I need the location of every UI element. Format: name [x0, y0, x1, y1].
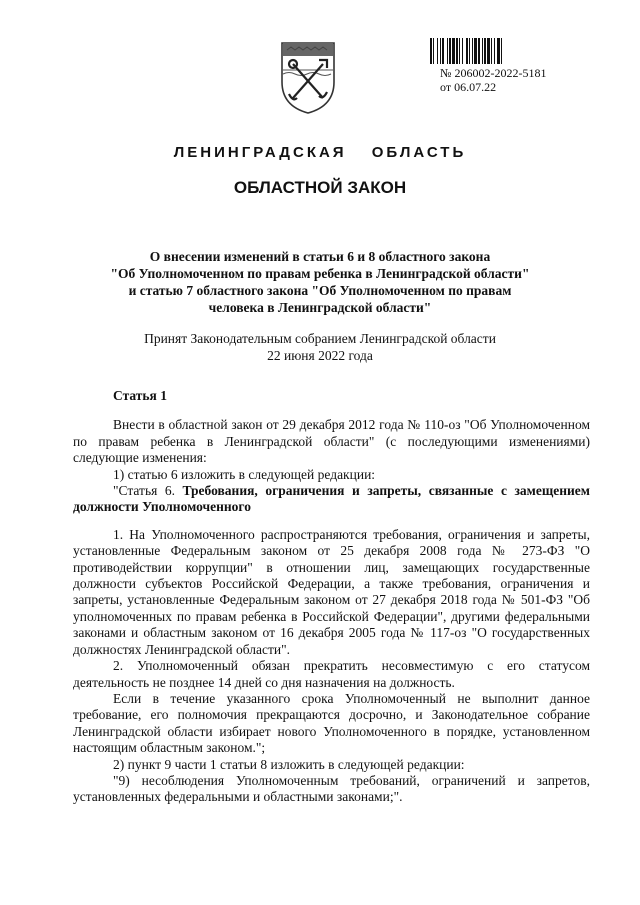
title-line: человека в Ленинградской области" — [208, 300, 432, 315]
title-line: О внесении изменений в статьи 6 и 8 областного закона — [149, 249, 491, 264]
paragraph: 1. На Уполномоченного распространяются требования, ограничения и запреты, установленные Федеральным законом от 25 декабря 2008 года № 273-ФЗ "О противодействии коррупции" в отношении лиц, замещающих государственные должности субъектов Российской Федерации, а также требования, ограничения и запреты, установленные Федеральным законом от 27 декабря 2018 года № 501-ФЗ "Об уполномоченных по правам ребенка в Российской Федерации", другими федеральными законами и областным законом от 16 декабря 2005 года № 117-оз "О государственных должностях Ленинградской области". — [73, 526, 590, 657]
adoption-date: 22 июня 2022 года — [267, 348, 373, 363]
adoption-note — [40, 330, 600, 364]
article-intro: Внести в областной закон от 29 декабря 2012 года № 110-оз "Об Уполномоченном по правам ребенка в Ленинградской области" (с последующими изменениями) следующие изменения: — [73, 417, 590, 466]
document-type: ОБЛАСТНОЙ ЗАКОН — [233, 178, 407, 197]
registration-stamp — [440, 66, 546, 94]
registration-number: № 206002-2022-5181 — [440, 66, 547, 80]
document-body — [73, 388, 590, 806]
article-6-title: Требования, ограничения и запреты, связанные с замещением должности Уполномоченного — [73, 483, 590, 515]
article-6-prefix: "Статья 6. — [113, 483, 175, 499]
title-line: "Об Уполномоченном по правам ребенка в Ленинградской области" — [110, 266, 530, 281]
list-item: 1) статью 6 изложить в следующей редакции: — [113, 466, 376, 482]
adoption-line: Принят Законодательным собранием Ленинградской области — [144, 331, 496, 346]
paragraph: Если в течение указанного срока Уполномоченный не выполнит данное требование, его полномочия прекращаются досрочно, и Законодательное собрание Ленинградской области избирает нового Уполномоченного в порядке, установленном настоящим областным законом."; — [73, 690, 590, 756]
region-name: ЛЕНИНГРАДСКАЯ ОБЛАСТЬ — [173, 144, 467, 161]
coat-of-arms-icon — [279, 40, 337, 116]
paragraph: "9) несоблюдения Уполномоченным требований, ограничений и запретов, установленных федеральными и областными законами;". — [73, 772, 590, 805]
list-item: 2) пункт 9 части 1 статьи 8 изложить в следующей редакции: — [113, 756, 465, 772]
paragraph: 2. Уполномоченный обязан прекратить несовместимую с его статусом деятельность не позднее 14 дней со дня назначения на должность. — [73, 658, 590, 690]
registration-date: от 06.07.22 — [440, 80, 497, 94]
article-6-heading — [73, 483, 590, 516]
title-line: и статью 7 областного закона "Об Уполномоченном по правам — [128, 283, 512, 298]
barcode-icon — [430, 38, 554, 64]
article-heading: Статья 1 — [113, 388, 167, 403]
law-title — [40, 248, 600, 316]
